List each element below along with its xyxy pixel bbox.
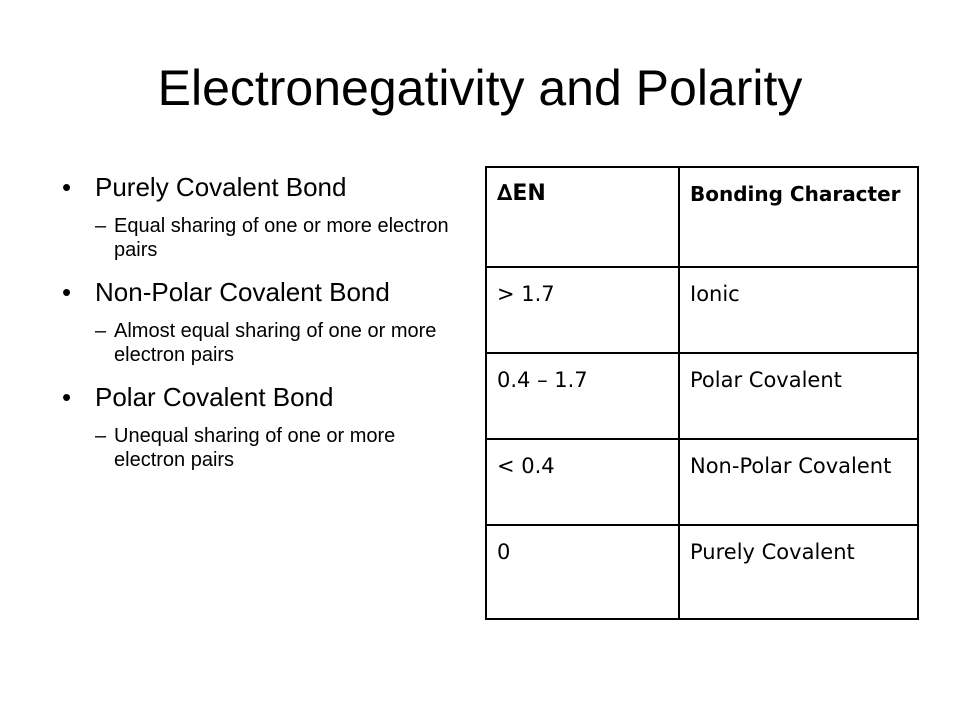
bullet-polar-covalent	[62, 382, 462, 413]
sub-bullet-text: Unequal sharing of one or more electron pairs	[114, 425, 396, 471]
electronegativity-table	[485, 166, 919, 620]
header-bonding-character: Bonding Character	[679, 167, 918, 267]
table-row	[486, 353, 918, 439]
table-row	[486, 525, 918, 619]
slide-title: Electronegativity and Polarity	[157, 60, 803, 116]
delta-en-cell: < 0.4	[486, 439, 679, 525]
dash-marker: –	[95, 425, 107, 447]
bonding-character-cell: Non-Polar Covalent	[679, 439, 918, 525]
bullet-text: Purely Covalent Bond	[95, 172, 347, 202]
sub-bullet-polar-covalent	[62, 424, 462, 472]
header-delta-en: ∆EN	[486, 167, 679, 267]
sub-bullet-text: Almost equal sharing of one or more electron pairs	[114, 320, 437, 366]
delta-en-cell: 0.4 – 1.7	[486, 353, 679, 439]
bullet-text: Polar Covalent Bond	[95, 382, 334, 412]
bullet-purely-covalent	[62, 172, 462, 203]
bullet-dot: •	[62, 382, 72, 412]
dash-marker: –	[95, 215, 107, 237]
bullet-text: Non-Polar Covalent Bond	[95, 277, 390, 307]
sub-bullet-non-polar-covalent	[62, 319, 462, 367]
table-row	[486, 267, 918, 353]
table-header-row	[486, 167, 918, 267]
bullet-list	[62, 172, 462, 487]
sub-bullet-purely-covalent	[62, 214, 462, 262]
bullet-dot: •	[62, 277, 72, 307]
bonding-character-cell: Ionic	[679, 267, 918, 353]
delta-en-cell: > 1.7	[486, 267, 679, 353]
bonding-character-cell: Purely Covalent	[679, 525, 918, 619]
bullet-dot: •	[62, 172, 72, 202]
dash-marker: –	[95, 320, 107, 342]
sub-bullet-text: Equal sharing of one or more electron pairs	[114, 215, 449, 261]
bonding-character-cell: Polar Covalent	[679, 353, 918, 439]
bullet-non-polar-covalent	[62, 277, 462, 308]
delta-en-cell: 0	[486, 525, 679, 619]
table-row	[486, 439, 918, 525]
